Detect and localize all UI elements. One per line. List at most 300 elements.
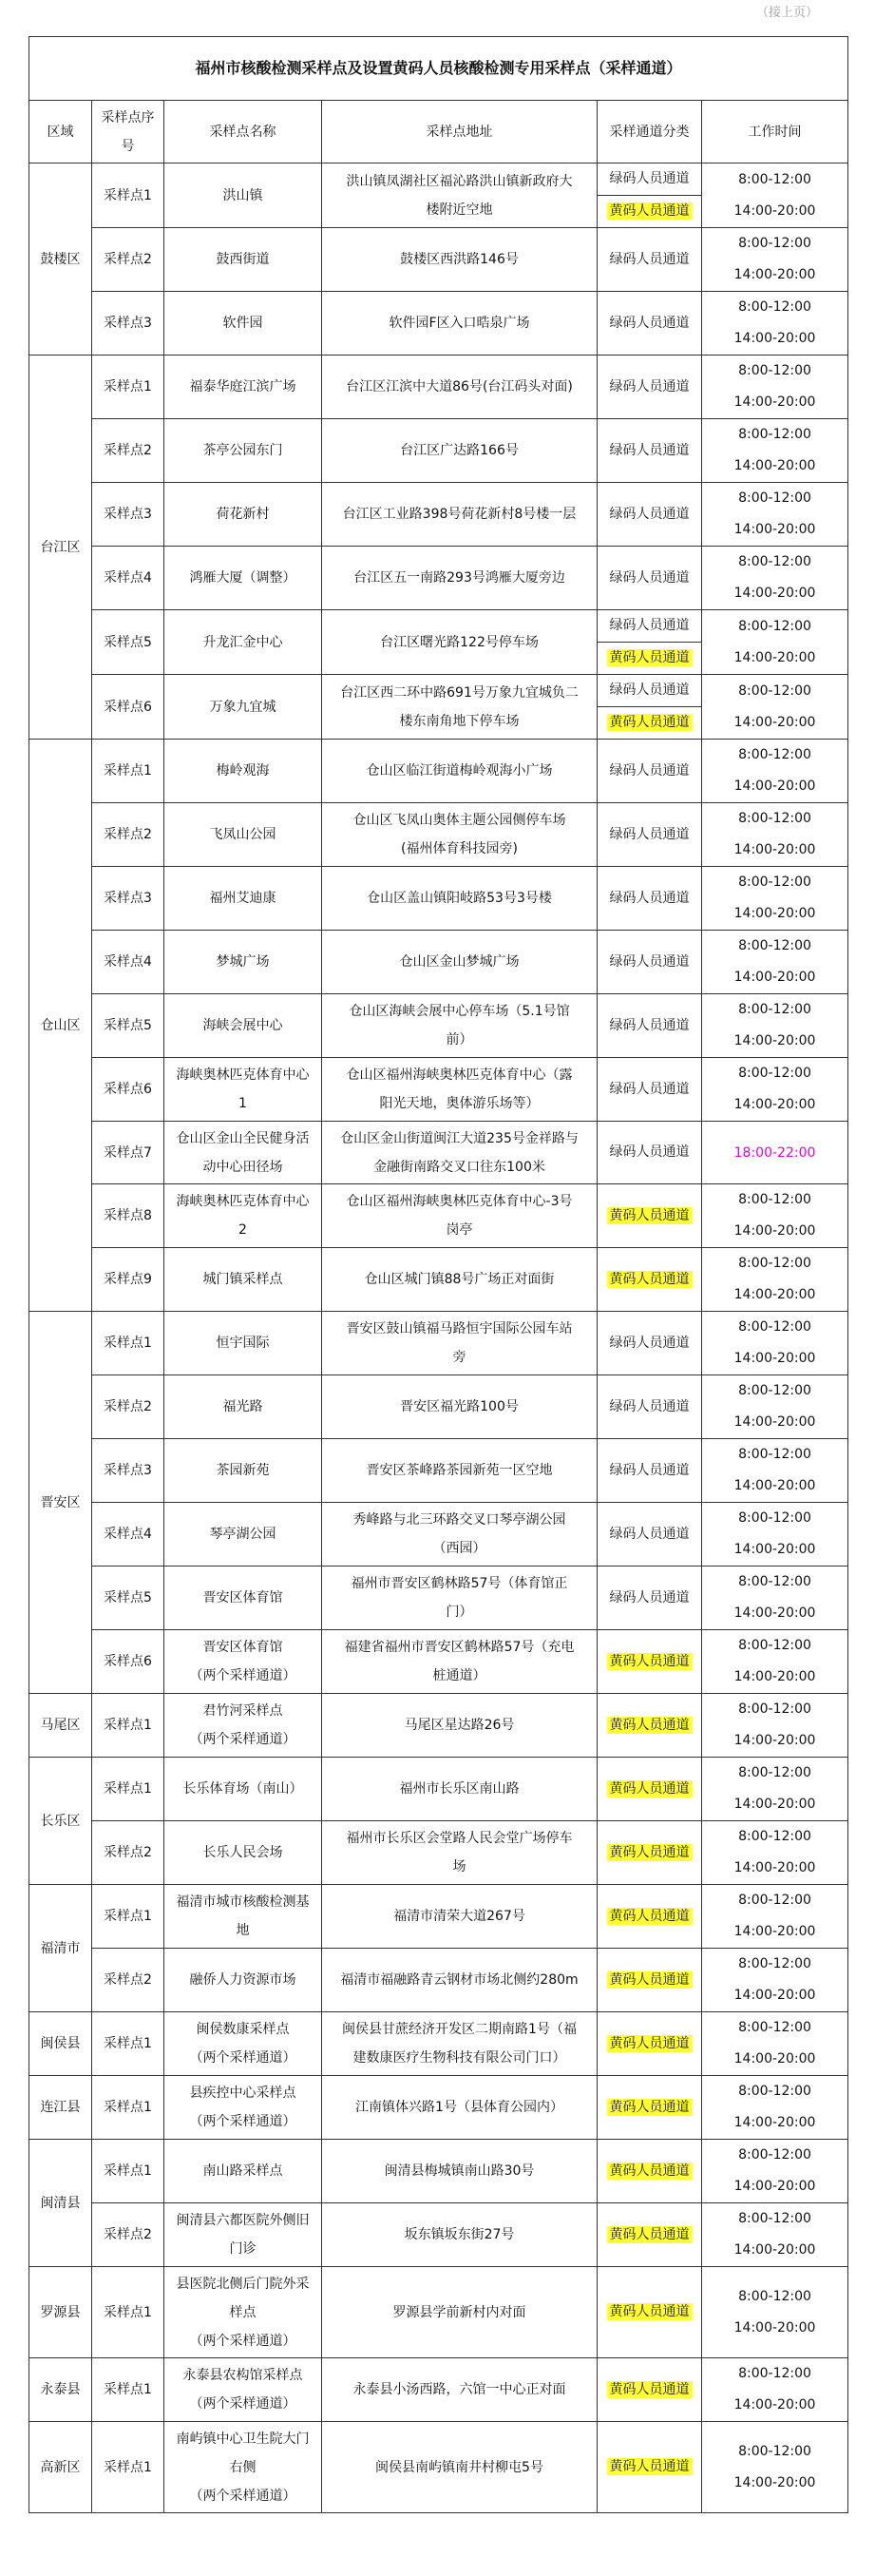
site-seq: 采样点5 (92, 1567, 164, 1630)
working-hours-line: 8:00-12:00 (738, 2443, 811, 2459)
working-hours-line: 14:00-20:00 (733, 2179, 816, 2194)
working-hours-line: 14:00-20:00 (733, 1414, 816, 1430)
channel-entry (598, 1822, 701, 1884)
site-working-hours (702, 1949, 848, 2012)
site-seq: 采样点7 (92, 1122, 164, 1184)
table-row (29, 1885, 848, 1949)
site-working-hours (702, 2422, 848, 2513)
working-hours-line: 8:00-12:00 (738, 171, 811, 187)
site-name: 茶园新苑 (164, 1439, 322, 1503)
site-name: 长乐人民会场 (164, 1821, 322, 1885)
table-row (29, 803, 848, 867)
yellow-code-channel-badge: 黄码人员通道 (607, 2381, 693, 2398)
site-seq: 采样点1 (92, 740, 164, 803)
district-cell: 闽侯县 (29, 2012, 92, 2076)
site-seq: 采样点1 (92, 163, 164, 228)
site-name: 海峡奥林匹克体育中心 1 (164, 1058, 322, 1122)
site-address: 仓山区福州海峡奥林匹克体育中心（露 阳光天地，奥体游乐场等） (322, 1058, 598, 1122)
working-hours-line: 14:00-20:00 (733, 970, 816, 985)
site-name: 福清市城市核酸检测基 地 (164, 1885, 322, 1949)
site-seq: 采样点4 (92, 931, 164, 994)
site-name: 琴亭湖公园 (164, 1503, 322, 1567)
site-seq: 采样点1 (92, 356, 164, 419)
site-address: 仓山区海峡会展中心停车场（5.1号馆 前） (322, 994, 598, 1058)
site-name: 软件园 (164, 292, 322, 356)
table-row (29, 675, 848, 740)
district-cell: 闽清县 (29, 2140, 92, 2267)
green-code-channel-label: 绿码人员通道 (609, 506, 690, 522)
table-row (29, 1949, 848, 2012)
table-row (29, 2076, 848, 2140)
working-hours-line: 8:00-12:00 (738, 875, 811, 890)
header-channel: 采样通道分类 (598, 101, 702, 163)
green-code-channel-label: 绿码人员通道 (609, 826, 690, 842)
green-code-channel-label: 绿码人员通道 (609, 953, 690, 970)
site-address: 晋安区鼓山镇福马路恒宇国际公园车站 旁 (322, 1312, 598, 1375)
site-channel (598, 2012, 702, 2076)
site-working-hours (702, 931, 848, 994)
site-name: 长乐体育场（南山） (164, 1758, 322, 1821)
working-hours-line: 14:00-20:00 (733, 1287, 816, 1302)
yellow-code-channel-badge: 黄码人员通道 (607, 1971, 693, 1989)
green-code-channel-label: 绿码人员通道 (609, 251, 690, 267)
district-cell: 高新区 (29, 2422, 92, 2513)
site-address: 福州市晋安区鹤林路57号（体育馆正 门） (322, 1567, 598, 1630)
site-channel (598, 1567, 702, 1630)
table-row (29, 1122, 848, 1184)
table-row (29, 2267, 848, 2358)
working-hours-line: 14:00-20:00 (733, 202, 816, 219)
channel-entry (598, 1122, 701, 1183)
site-seq: 采样点2 (92, 228, 164, 292)
site-name: 茶亭公园东门 (164, 419, 322, 483)
site-working-hours (702, 1312, 848, 1375)
table-title: 福州市核酸检测采样点及设置黄码人员核酸检测专用采样点（采样通道） (29, 37, 848, 101)
channel-entry (598, 2141, 701, 2202)
site-seq: 采样点1 (92, 1312, 164, 1375)
working-hours-line: 8:00-12:00 (738, 618, 811, 634)
site-seq: 采样点2 (92, 803, 164, 867)
table-row (29, 1184, 848, 1248)
site-seq: 采样点1 (92, 1885, 164, 1949)
site-address: 永泰县小汤西路，六馆一中心正对面 (322, 2358, 598, 2422)
site-name: 闽侯数康采样点 （两个采样通道） (164, 2012, 322, 2076)
site-address: 鼓楼区西洪路146号 (322, 228, 598, 292)
table-row (29, 1567, 848, 1630)
working-hours-line: 8:00-12:00 (738, 1574, 811, 1589)
table-row (29, 1312, 848, 1375)
site-name: 海峡会展中心 (164, 994, 322, 1058)
district-cell: 长乐区 (29, 1758, 92, 1885)
channel-entry (598, 1631, 701, 1693)
site-seq: 采样点1 (92, 1694, 164, 1758)
page-corner-note: （接上页） (755, 6, 818, 20)
site-working-hours (702, 2140, 848, 2203)
district-cell: 仓山区 (29, 740, 92, 1312)
site-address: 仓山区城门镇88号广场正对面街 (322, 1248, 598, 1312)
working-hours-line: 14:00-20:00 (733, 1924, 816, 1939)
site-address: 仓山区金山街道闽江大道235号金祥路与 金融街南路交叉口往东100米 (322, 1122, 598, 1184)
working-hours-line: 14:00-20:00 (733, 331, 816, 346)
channel-entry (598, 2204, 701, 2266)
site-channel (598, 1949, 702, 2012)
district-cell: 罗源县 (29, 2267, 92, 2358)
site-seq: 采样点3 (92, 867, 164, 931)
site-name: 福州艾迪康 (164, 867, 322, 931)
working-hours-line: 14:00-20:00 (733, 779, 816, 794)
site-name: 县医院北侧后门院外采 样点 （两个采样通道） (164, 2267, 322, 2358)
site-seq: 采样点5 (92, 610, 164, 675)
site-name: 永泰县农构馆采样点 （两个采样通道） (164, 2358, 322, 2422)
site-address: 台江区工业路398号荷花新村8号楼一层 (322, 483, 598, 547)
yellow-code-channel-badge: 黄码人员通道 (607, 649, 693, 666)
site-channel (598, 1758, 702, 1821)
site-seq: 采样点9 (92, 1248, 164, 1312)
site-name: 福泰华庭江滨广场 (164, 356, 322, 419)
working-hours-line: 14:00-20:00 (733, 1669, 816, 1684)
working-hours-line: 14:00-20:00 (733, 2242, 816, 2258)
green-code-channel-label: 绿码人员通道 (609, 442, 690, 458)
site-channel (598, 547, 702, 610)
district-cell: 晋安区 (29, 1312, 92, 1694)
working-hours-line: 14:00-20:00 (733, 1988, 816, 2003)
site-channel (598, 1122, 702, 1184)
working-hours-line: 14:00-20:00 (733, 1860, 816, 1875)
site-channel (598, 675, 702, 740)
table-row (29, 547, 848, 610)
yellow-code-channel-badge: 黄码人员通道 (607, 2099, 693, 2116)
site-seq: 采样点4 (92, 1503, 164, 1567)
channel-entry (598, 804, 701, 866)
working-hours-line: 8:00-12:00 (738, 1066, 811, 1081)
site-address: 晋安区茶峰路茶园新苑一区空地 (322, 1439, 598, 1503)
site-name: 晋安区体育馆 (164, 1567, 322, 1630)
channel-entry (598, 2013, 701, 2075)
working-hours-line: 8:00-12:00 (738, 490, 811, 506)
site-channel (598, 1694, 702, 1758)
channel-entry (598, 548, 701, 609)
site-working-hours (702, 2267, 848, 2358)
table-row (29, 1503, 848, 1567)
site-channel (598, 1184, 702, 1248)
site-name: 君竹河采样点 （两个采样通道） (164, 1694, 322, 1758)
yellow-code-channel-badge: 黄码人员通道 (607, 1207, 693, 1224)
site-seq: 采样点6 (92, 1630, 164, 1694)
site-working-hours (702, 483, 848, 547)
table-row (29, 994, 848, 1058)
green-code-channel-label: 绿码人员通道 (609, 762, 690, 779)
site-seq: 采样点6 (92, 1058, 164, 1122)
channel-entry (598, 740, 701, 802)
table-row (29, 1694, 848, 1758)
site-channel (598, 994, 702, 1058)
working-hours-line: 14:00-20:00 (733, 522, 816, 537)
channel-entry (598, 932, 701, 993)
table-row (29, 740, 848, 803)
site-address: 闽侯县甘蔗经济开发区二期南路1号（福 建数康医疗生物科技有限公司门口） (322, 2012, 598, 2076)
site-working-hours (702, 2012, 848, 2076)
working-hours-line: 18:00-22:00 (733, 1144, 816, 1161)
header-row (29, 101, 848, 163)
working-hours-line: 8:00-12:00 (738, 938, 811, 953)
site-channel (598, 228, 702, 292)
district-cell: 台江区 (29, 356, 92, 740)
channel-entry (598, 229, 701, 291)
green-code-channel-label: 绿码人员通道 (609, 1335, 690, 1351)
district-cell: 永泰县 (29, 2358, 92, 2422)
channel-entry (598, 484, 701, 546)
table-row (29, 1375, 848, 1439)
site-channel (598, 867, 702, 931)
green-code-channel-label: 绿码人员通道 (609, 1462, 690, 1478)
site-seq: 采样点8 (92, 1184, 164, 1248)
working-hours-line: 14:00-20:00 (733, 1033, 816, 1048)
table-row (29, 1058, 848, 1122)
site-address: 台江区广达路166号 (322, 419, 598, 483)
table-row (29, 1248, 848, 1312)
working-hours-line: 14:00-20:00 (733, 1733, 816, 1748)
site-name: 福光路 (164, 1375, 322, 1439)
working-hours-line: 14:00-20:00 (733, 842, 816, 857)
channel-entry (598, 706, 701, 739)
site-channel (598, 1821, 702, 1885)
site-seq: 采样点3 (92, 1439, 164, 1503)
table-row (29, 1439, 848, 1503)
site-seq: 采样点1 (92, 2422, 164, 2513)
site-channel (598, 163, 702, 228)
header-address: 采样点地址 (322, 101, 598, 163)
table-row (29, 1630, 848, 1694)
site-seq: 采样点1 (92, 2140, 164, 2203)
yellow-code-channel-badge: 黄码人员通道 (607, 2303, 693, 2320)
working-hours-line: 14:00-20:00 (733, 2115, 816, 2130)
green-code-channel-label: 绿码人员通道 (609, 569, 690, 586)
yellow-code-channel-badge: 黄码人员通道 (607, 2163, 693, 2180)
table-row (29, 228, 848, 292)
working-hours-line: 8:00-12:00 (738, 1510, 811, 1526)
site-seq: 采样点2 (92, 2203, 164, 2267)
channel-entry (598, 868, 701, 930)
site-address: 坂东镇坂东街27号 (322, 2203, 598, 2267)
site-name: 县疾控中心采样点 （两个采样通道） (164, 2076, 322, 2140)
site-name: 晋安区体育馆 （两个采样通道） (164, 1630, 322, 1694)
yellow-code-channel-badge: 黄码人员通道 (607, 2226, 693, 2243)
working-hours-line: 8:00-12:00 (738, 682, 811, 699)
site-address: 仓山区盖山镇阳岐路53号3号楼 (322, 867, 598, 931)
working-hours-line: 8:00-12:00 (738, 1956, 811, 1971)
working-hours-line: 14:00-20:00 (733, 2397, 816, 2413)
site-working-hours (702, 292, 848, 356)
site-working-hours (702, 2358, 848, 2422)
working-hours-line: 14:00-20:00 (733, 1097, 816, 1112)
site-address: 福建省福州市晋安区鹤林路57号（充电 桩通道） (322, 1630, 598, 1694)
site-address: 晋安区福光路100号 (322, 1375, 598, 1439)
site-address: 仓山区金山梦城广场 (322, 931, 598, 994)
table-row (29, 1758, 848, 1821)
site-working-hours (702, 610, 848, 675)
channel-entry (598, 1950, 701, 2011)
site-seq: 采样点5 (92, 994, 164, 1058)
channel-entry (598, 675, 701, 706)
working-hours-line: 8:00-12:00 (738, 1383, 811, 1398)
working-hours-line: 8:00-12:00 (738, 2084, 811, 2099)
site-seq: 采样点6 (92, 675, 164, 740)
yellow-code-channel-badge: 黄码人员通道 (607, 2035, 693, 2052)
site-address: 台江区江滨中大道86号(台江码头对面) (322, 356, 598, 419)
working-hours-line: 8:00-12:00 (738, 554, 811, 569)
channel-entry (598, 1313, 701, 1375)
site-name: 鼓西街道 (164, 228, 322, 292)
site-name: 仓山区金山全民健身活 动中心田径场 (164, 1122, 322, 1184)
working-hours-line: 14:00-20:00 (733, 649, 816, 665)
working-hours-line: 8:00-12:00 (738, 236, 811, 251)
table-row (29, 2140, 848, 2203)
working-hours-line: 8:00-12:00 (738, 2147, 811, 2163)
site-address: 台江区五一南路293号鸿雁大厦旁边 (322, 547, 598, 610)
table-row (29, 1821, 848, 1885)
site-address: 软件园F区入口晧泉广场 (322, 292, 598, 356)
site-name: 闽清县六都医院外侧旧 门诊 (164, 2203, 322, 2267)
site-working-hours (702, 675, 848, 740)
site-working-hours (702, 2076, 848, 2140)
site-channel (598, 803, 702, 867)
green-code-channel-label: 绿码人员通道 (609, 1398, 690, 1414)
site-working-hours (702, 228, 848, 292)
working-hours-line: 8:00-12:00 (738, 1701, 811, 1717)
site-working-hours (702, 803, 848, 867)
channel-entry (598, 1059, 701, 1121)
site-address: 闽清县梅城镇南山路30号 (322, 2140, 598, 2203)
yellow-code-channel-badge: 黄码人员通道 (607, 202, 693, 220)
yellow-code-channel-badge: 黄码人员通道 (607, 1844, 693, 1861)
site-channel (598, 2267, 702, 2358)
yellow-code-channel-badge: 黄码人员通道 (607, 2458, 693, 2475)
table-row (29, 2422, 848, 2513)
header-seq: 采样点序 号 (92, 101, 164, 163)
site-channel (598, 610, 702, 675)
site-name: 梦城广场 (164, 931, 322, 994)
channel-entry (598, 163, 701, 195)
working-hours-line: 14:00-20:00 (733, 906, 816, 921)
site-working-hours (702, 740, 848, 803)
table-row (29, 419, 848, 483)
table-row (29, 610, 848, 675)
working-hours-line: 14:00-20:00 (733, 1223, 816, 1239)
channel-entry (598, 356, 701, 418)
channel-entry (598, 1504, 701, 1566)
site-address: 闽侯县南屿镇南井村柳屯5号 (322, 2422, 598, 2513)
site-seq: 采样点2 (92, 1949, 164, 2012)
yellow-code-channel-badge: 黄码人员通道 (607, 1653, 693, 1670)
site-address: 洪山镇凤湖社区福沁路洪山镇新政府大 楼附近空地 (322, 163, 598, 228)
channel-entry (598, 1759, 701, 1820)
site-channel (598, 2140, 702, 2203)
site-working-hours (702, 2203, 848, 2267)
working-hours-line: 8:00-12:00 (738, 1765, 811, 1780)
site-seq: 采样点1 (92, 1758, 164, 1821)
working-hours-line: 14:00-20:00 (733, 1351, 816, 1366)
working-hours-line: 14:00-20:00 (733, 2474, 816, 2490)
channel-entry (598, 642, 701, 674)
channel-entry (598, 610, 701, 642)
site-seq: 采样点1 (92, 2012, 164, 2076)
yellow-code-channel-badge: 黄码人员通道 (607, 714, 693, 731)
site-working-hours (702, 1630, 848, 1694)
yellow-code-channel-badge: 黄码人员通道 (607, 1271, 693, 1288)
site-working-hours (702, 356, 848, 419)
channel-entry (598, 1886, 701, 1948)
site-name: 鸿雁大厦（调整） (164, 547, 322, 610)
site-seq: 采样点2 (92, 419, 164, 483)
site-seq: 采样点3 (92, 292, 164, 356)
header-district: 区域 (29, 101, 92, 163)
working-hours-line: 8:00-12:00 (738, 1002, 811, 1017)
site-channel (598, 483, 702, 547)
sampling-sites-table (29, 36, 848, 2513)
working-hours-line: 8:00-12:00 (738, 2020, 811, 2035)
channel-entry (598, 1376, 701, 1438)
site-name: 南屿镇中心卫生院大门 右侧 （两个采样通道） (164, 2422, 322, 2513)
table-row (29, 931, 848, 994)
channel-entry (598, 1567, 701, 1629)
site-name: 融侨人力资源市场 (164, 1949, 322, 2012)
site-working-hours (702, 867, 848, 931)
site-seq: 采样点2 (92, 1375, 164, 1439)
header-time: 工作时间 (702, 101, 848, 163)
site-address: 罗源县学前新村内对面 (322, 2267, 598, 2358)
district-cell: 福清市 (29, 1885, 92, 2012)
green-code-channel-label: 绿码人员通道 (609, 682, 690, 698)
site-channel (598, 2358, 702, 2422)
working-hours-line: 8:00-12:00 (738, 299, 811, 315)
green-code-channel-label: 绿码人员通道 (609, 315, 690, 331)
site-working-hours (702, 1758, 848, 1821)
yellow-code-channel-badge: 黄码人员通道 (607, 1908, 693, 1925)
working-hours-line: 8:00-12:00 (738, 427, 811, 442)
yellow-code-channel-badge: 黄码人员通道 (607, 1780, 693, 1797)
green-code-channel-label: 绿码人员通道 (609, 890, 690, 906)
working-hours-line: 8:00-12:00 (738, 1319, 811, 1335)
table-row (29, 163, 848, 228)
site-seq: 采样点4 (92, 547, 164, 610)
site-address: 福清市福融路青云钢材市场北侧约280m (322, 1949, 598, 2012)
working-hours-line: 8:00-12:00 (738, 747, 811, 762)
working-hours-line: 14:00-20:00 (733, 1478, 816, 1493)
site-address: 福州市长乐区南山路 (322, 1758, 598, 1821)
channel-entry (598, 2422, 701, 2512)
site-working-hours (702, 1885, 848, 1949)
table-body (29, 163, 848, 2513)
site-working-hours (702, 1184, 848, 1248)
channel-entry (598, 1695, 701, 1757)
working-hours-line: 14:00-20:00 (733, 394, 816, 410)
site-address: 台江区曙光路122号停车场 (322, 610, 598, 675)
working-hours-line: 14:00-20:00 (733, 1542, 816, 1557)
district-cell: 马尾区 (29, 1694, 92, 1758)
site-channel (598, 1058, 702, 1122)
channel-entry (598, 1440, 701, 1502)
site-working-hours (702, 1248, 848, 1312)
site-channel (598, 2203, 702, 2267)
site-working-hours (702, 1122, 848, 1184)
site-channel (598, 292, 702, 356)
channel-entry (598, 420, 701, 482)
working-hours-line: 8:00-12:00 (738, 2211, 811, 2226)
site-name: 万象九宜城 (164, 675, 322, 740)
header-name: 采样点名称 (164, 101, 322, 163)
working-hours-line: 8:00-12:00 (738, 1192, 811, 1207)
site-channel (598, 1630, 702, 1694)
